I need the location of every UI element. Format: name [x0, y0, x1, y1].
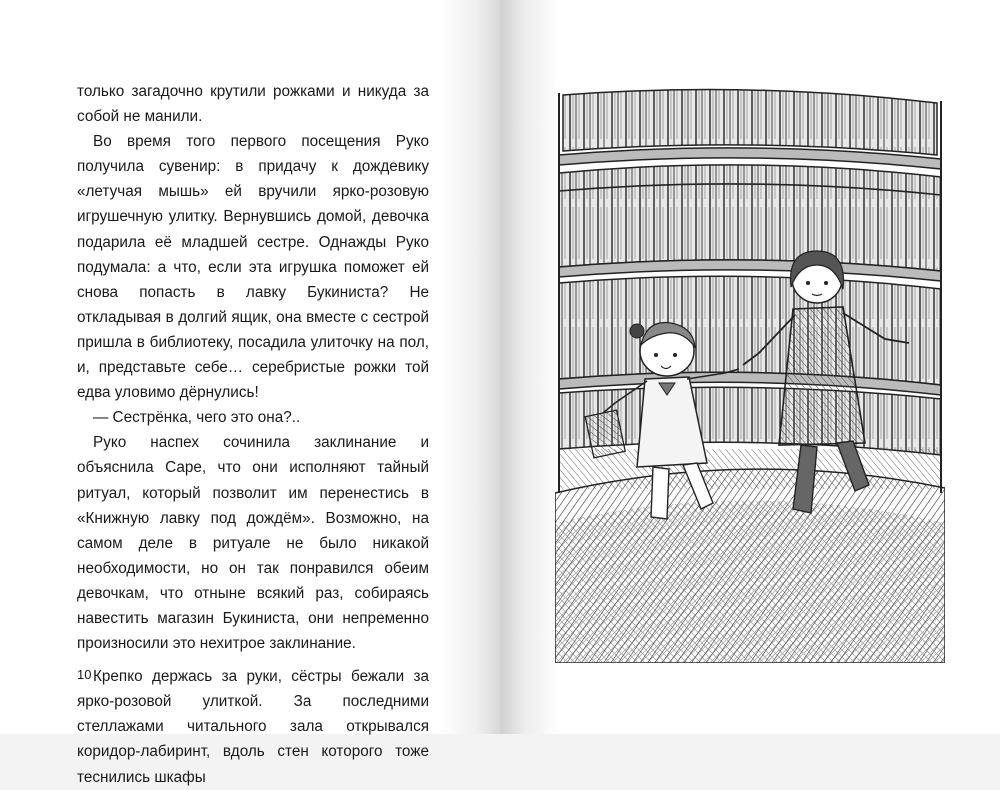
paragraph-2: Во время того первого посещения Руко получила сувенир: в придачу к дождевику «летучая мышь» ей вручили ярко-розовую игрушечную улитку. Вернувшись домой, девочка подарила её младшей сестре. Однажды Руко подумала: а что, если эта игрушка поможет ей снова попасть в лавку Букиниста? Не откладывая в долгий ящик, она вместе с сестрой пришла в библиотеку, посадила улиточку на пол, и, представьте себе… серебристые рожки той едва уловимо дёрнулись! — [77, 133, 429, 402]
page-number: 10 — [77, 667, 92, 682]
paragraph-5: Крепко держась за руки, сёстры бежали за ярко-розовой улиткой. За последними стеллажами читального зала открывался коридор-лабиринт, вдоль стен которого тоже теснились шкафы — [77, 668, 429, 786]
paragraph-1: только загадочно крутили рожками и никуда за собой не манили. — [77, 83, 429, 126]
paragraph-4: Руко наспех сочинила заклинание и объяснила Саре, что они исполняют тайный ритуал, который позволит им перенестись в «Книжную лавку под дождём». Возможно, на самом деле в ритуале не было никакой необходимости, но он так понравился обеим девочкам, что отныне всякий раз, собираясь навестить магазин Букиниста, они непременно произносили это нехитрое заклинание. — [77, 434, 429, 653]
illustration-girls-in-library — [555, 83, 945, 663]
paragraph-3: — Сестрёнка, чего это она?.. — [93, 409, 301, 427]
body-text — [77, 79, 429, 790]
left-page — [0, 0, 500, 786]
